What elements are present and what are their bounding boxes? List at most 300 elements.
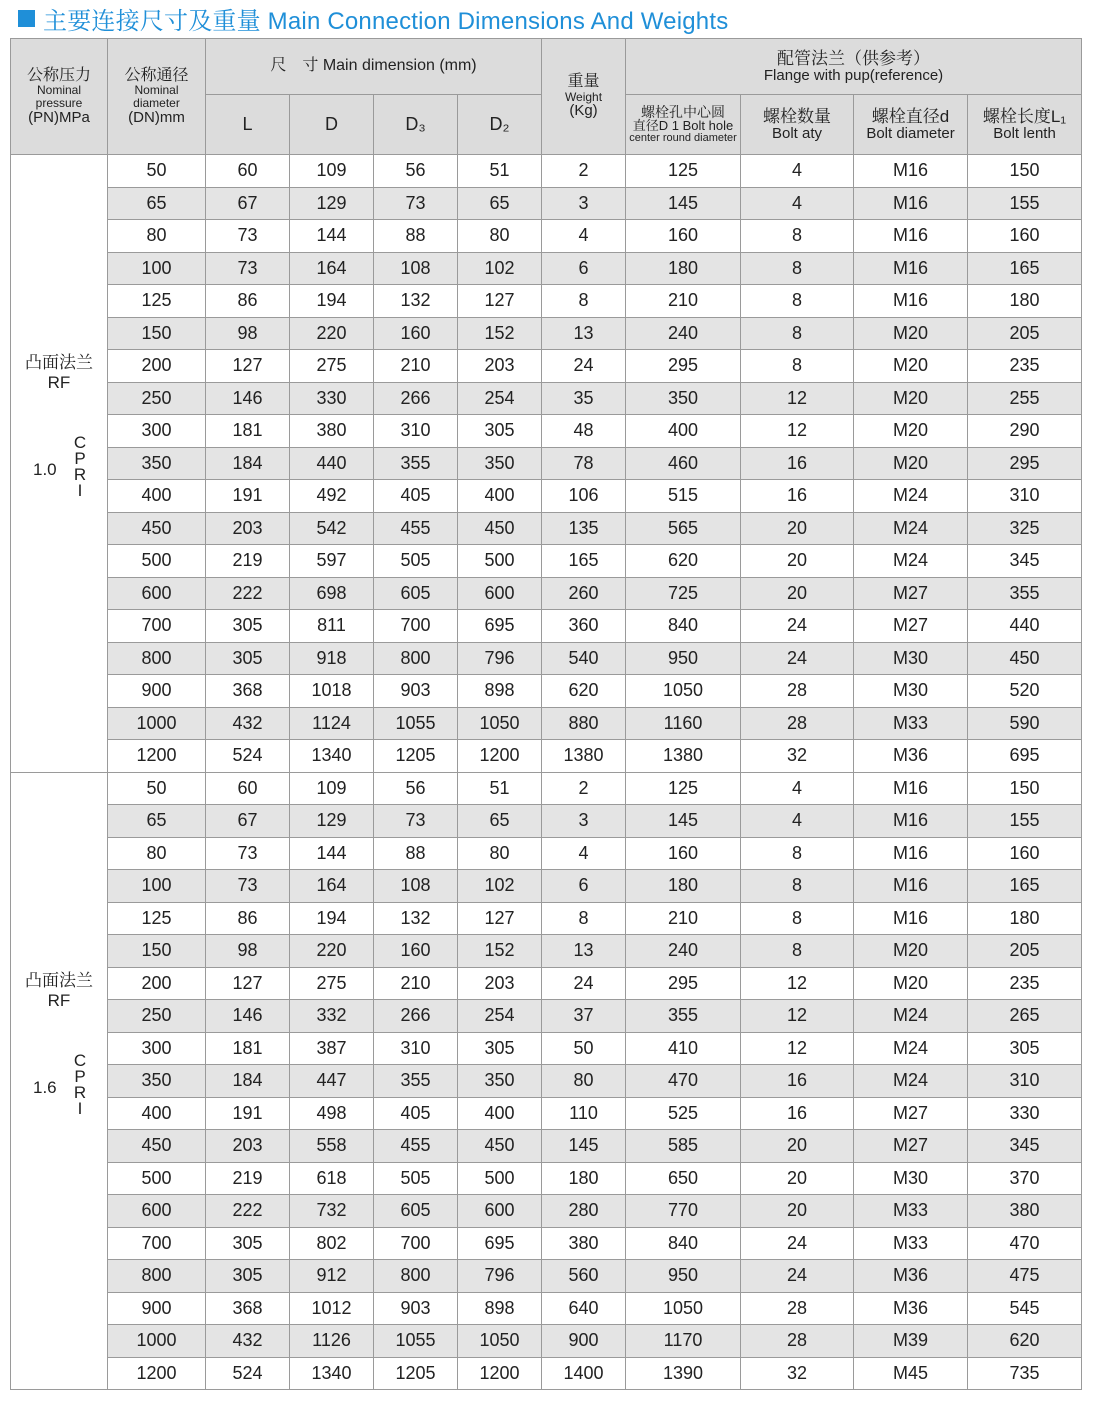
cell-D3: 1055 <box>374 707 458 740</box>
header-bolt-length <box>968 95 1082 155</box>
table-row <box>11 1065 1082 1098</box>
cell-weight: 8 <box>542 902 626 935</box>
cell-bolt-length: 235 <box>968 967 1082 1000</box>
cell-L: 203 <box>206 512 290 545</box>
cell-weight: 4 <box>542 220 626 253</box>
cell-L: 191 <box>206 1097 290 1130</box>
header-bolt-diameter-en: Bolt diameter <box>866 124 955 142</box>
table-row <box>11 252 1082 285</box>
cell-bolt-length: 325 <box>968 512 1082 545</box>
cell-D3: 56 <box>374 155 458 188</box>
cell-bolt-qty: 12 <box>741 1032 854 1065</box>
cell-weight: 180 <box>542 1162 626 1195</box>
header-flange-en: Flange with pup(reference) <box>763 66 944 84</box>
header-bolt-hole-cn1: 螺栓孔中心圆 <box>641 103 726 120</box>
cell-D3: 73 <box>374 187 458 220</box>
table-row <box>11 902 1082 935</box>
cell-D2: 898 <box>458 675 542 708</box>
cell-bolt-hole: 1390 <box>626 1357 741 1390</box>
cell-D3: 210 <box>374 350 458 383</box>
cell-bolt-length: 620 <box>968 1325 1082 1358</box>
table-row <box>11 740 1082 773</box>
table-row <box>11 1260 1082 1293</box>
header-flange-cn: 配管法兰（供参考） <box>777 48 931 68</box>
cell-bolt-length: 295 <box>968 447 1082 480</box>
header-pn-en1: Nominal <box>36 83 81 98</box>
cell-bolt-diameter: M16 <box>854 285 968 318</box>
cell-bolt-diameter: M20 <box>854 382 968 415</box>
pressure-unit <box>73 435 87 499</box>
header-bolt-diameter <box>854 95 968 155</box>
header-dn-unit: (DN)mm <box>128 108 185 126</box>
header-weight-en: Weight <box>564 89 603 104</box>
cell-dn: 900 <box>108 1292 206 1325</box>
table-row <box>11 707 1082 740</box>
cell-D2: 203 <box>458 967 542 1000</box>
cell-weight: 560 <box>542 1260 626 1293</box>
cell-weight: 135 <box>542 512 626 545</box>
cell-dn: 1000 <box>108 707 206 740</box>
cell-bolt-diameter: M27 <box>854 577 968 610</box>
header-weight-cn: 重量 <box>567 72 600 90</box>
header-bolt-diameter-cn: 螺栓直径d <box>871 106 950 126</box>
cell-weight: 880 <box>542 707 626 740</box>
cell-weight: 900 <box>542 1325 626 1358</box>
cell-bolt-length: 165 <box>968 870 1082 903</box>
cell-D2: 898 <box>458 1292 542 1325</box>
cell-dn: 600 <box>108 577 206 610</box>
cell-D: 802 <box>290 1227 374 1260</box>
cell-D3: 132 <box>374 285 458 318</box>
cell-bolt-diameter: M33 <box>854 1227 968 1260</box>
cell-D2: 80 <box>458 220 542 253</box>
cell-D2: 400 <box>458 1097 542 1130</box>
table-row <box>11 1130 1082 1163</box>
table-row <box>11 610 1082 643</box>
table-row <box>11 220 1082 253</box>
cell-bolt-diameter: M27 <box>854 1130 968 1163</box>
cell-bolt-diameter: M16 <box>854 155 968 188</box>
header-dn-en1: Nominal <box>134 83 179 98</box>
table-row <box>11 1325 1082 1358</box>
cell-D2: 1050 <box>458 1325 542 1358</box>
cell-D2: 1200 <box>458 1357 542 1390</box>
cell-weight: 3 <box>542 805 626 838</box>
cell-bolt-qty: 12 <box>741 1000 854 1033</box>
table-row <box>11 512 1082 545</box>
cell-D2: 1050 <box>458 707 542 740</box>
cell-D: 912 <box>290 1260 374 1293</box>
header-dn-en2: diameter <box>133 96 180 111</box>
pressure-unit-letter: C <box>73 433 87 453</box>
cell-bolt-hole: 725 <box>626 577 741 610</box>
cell-D2: 350 <box>458 447 542 480</box>
cell-weight: 280 <box>542 1195 626 1228</box>
cell-bolt-hole: 295 <box>626 967 741 1000</box>
header-flange <box>626 39 1082 95</box>
cell-bolt-hole: 210 <box>626 285 741 318</box>
cell-bolt-qty: 16 <box>741 480 854 513</box>
cell-bolt-diameter: M36 <box>854 1292 968 1325</box>
cell-weight: 1400 <box>542 1357 626 1390</box>
header-dn-cn: 公称通径 <box>124 66 189 84</box>
cell-D: 498 <box>290 1097 374 1130</box>
cell-bolt-qty: 20 <box>741 577 854 610</box>
cell-bolt-length: 470 <box>968 1227 1082 1260</box>
cell-bolt-qty: 8 <box>741 350 854 383</box>
cell-bolt-qty: 8 <box>741 870 854 903</box>
cell-L: 222 <box>206 577 290 610</box>
cell-L: 191 <box>206 480 290 513</box>
cell-D2: 127 <box>458 902 542 935</box>
cell-bolt-hole: 210 <box>626 902 741 935</box>
pressure-unit-letter: P <box>74 1066 86 1086</box>
cell-L: 86 <box>206 902 290 935</box>
cell-L: 432 <box>206 707 290 740</box>
cell-bolt-diameter: M33 <box>854 1195 968 1228</box>
cell-D: 1340 <box>290 740 374 773</box>
header-pn-cn: 公称压力 <box>26 66 91 84</box>
cell-D: 1012 <box>290 1292 374 1325</box>
cell-bolt-length: 255 <box>968 382 1082 415</box>
cell-bolt-qty: 12 <box>741 415 854 448</box>
cell-bolt-diameter: M24 <box>854 1065 968 1098</box>
cell-D3: 355 <box>374 447 458 480</box>
table-row <box>11 642 1082 675</box>
table-row <box>11 382 1082 415</box>
cell-L: 127 <box>206 967 290 1000</box>
cell-D2: 450 <box>458 512 542 545</box>
cell-D2: 500 <box>458 545 542 578</box>
cell-D3: 88 <box>374 220 458 253</box>
cell-D2: 254 <box>458 1000 542 1033</box>
cell-D3: 210 <box>374 967 458 1000</box>
cell-bolt-qty: 24 <box>741 1227 854 1260</box>
cell-dn: 350 <box>108 447 206 480</box>
cell-bolt-hole: 240 <box>626 935 741 968</box>
cell-bolt-hole: 350 <box>626 382 741 415</box>
cell-weight: 1380 <box>542 740 626 773</box>
cell-bolt-diameter: M33 <box>854 707 968 740</box>
cell-bolt-qty: 20 <box>741 545 854 578</box>
cell-bolt-hole: 180 <box>626 252 741 285</box>
cell-bolt-qty: 8 <box>741 837 854 870</box>
face-type-cn: 凸面法兰 <box>25 353 93 373</box>
cell-L: 524 <box>206 740 290 773</box>
cell-D: 129 <box>290 187 374 220</box>
header-bolt-hole-en: center round diameter <box>629 131 737 144</box>
cell-D3: 800 <box>374 1260 458 1293</box>
pressure-group <box>11 971 107 1191</box>
cell-bolt-hole: 145 <box>626 805 741 838</box>
table-row <box>11 480 1082 513</box>
cell-D: 597 <box>290 545 374 578</box>
cell-dn: 100 <box>108 870 206 903</box>
cell-bolt-hole: 840 <box>626 1227 741 1260</box>
cell-dn: 250 <box>108 382 206 415</box>
cell-D3: 1055 <box>374 1325 458 1358</box>
cell-L: 98 <box>206 317 290 350</box>
cell-D: 492 <box>290 480 374 513</box>
cell-weight: 24 <box>542 350 626 383</box>
cell-bolt-length: 520 <box>968 675 1082 708</box>
cell-dn: 80 <box>108 837 206 870</box>
cell-bolt-diameter: M24 <box>854 1032 968 1065</box>
cell-D: 164 <box>290 870 374 903</box>
cell-D2: 695 <box>458 1227 542 1260</box>
cell-bolt-length: 545 <box>968 1292 1082 1325</box>
cell-bolt-length: 160 <box>968 220 1082 253</box>
cell-bolt-diameter: M16 <box>854 187 968 220</box>
cell-dn: 1200 <box>108 740 206 773</box>
cell-bolt-hole: 1160 <box>626 707 741 740</box>
header-main-dimension: 尺 寸 Main dimension (mm) <box>206 39 542 95</box>
cell-D2: 102 <box>458 870 542 903</box>
cell-D2: 1200 <box>458 740 542 773</box>
cell-dn: 700 <box>108 610 206 643</box>
header-bolt-qty <box>741 95 854 155</box>
cell-D2: 695 <box>458 610 542 643</box>
cell-bolt-diameter: M39 <box>854 1325 968 1358</box>
cell-bolt-hole: 1380 <box>626 740 741 773</box>
table-row <box>11 1097 1082 1130</box>
cell-L: 219 <box>206 1162 290 1195</box>
cell-dn: 65 <box>108 187 206 220</box>
cell-D: 194 <box>290 285 374 318</box>
cell-bolt-length: 160 <box>968 837 1082 870</box>
face-type-en: RF <box>47 990 71 1010</box>
table-row <box>11 772 1082 805</box>
cell-bolt-length: 440 <box>968 610 1082 643</box>
cell-bolt-qty: 32 <box>741 740 854 773</box>
cell-dn: 300 <box>108 1032 206 1065</box>
table-row <box>11 350 1082 383</box>
cell-D: 447 <box>290 1065 374 1098</box>
cell-L: 184 <box>206 447 290 480</box>
cell-weight: 106 <box>542 480 626 513</box>
table-row <box>11 837 1082 870</box>
pressure-unit-letter: R <box>73 465 87 485</box>
cell-L: 146 <box>206 1000 290 1033</box>
cell-bolt-length: 205 <box>968 935 1082 968</box>
cell-dn: 125 <box>108 902 206 935</box>
cell-weight: 260 <box>542 577 626 610</box>
header-pn-unit: (PN)MPa <box>28 108 90 126</box>
cell-bolt-hole: 160 <box>626 220 741 253</box>
cell-bolt-qty: 4 <box>741 805 854 838</box>
cell-L: 60 <box>206 155 290 188</box>
cell-dn: 450 <box>108 512 206 545</box>
cell-D: 1124 <box>290 707 374 740</box>
cell-bolt-qty: 28 <box>741 675 854 708</box>
cell-D3: 800 <box>374 642 458 675</box>
cell-D: 109 <box>290 772 374 805</box>
cell-D3: 1205 <box>374 1357 458 1390</box>
cell-dn: 200 <box>108 350 206 383</box>
cell-bolt-diameter: M16 <box>854 837 968 870</box>
cell-dn: 250 <box>108 1000 206 1033</box>
cell-bolt-diameter: M20 <box>854 350 968 383</box>
cell-bolt-qty: 8 <box>741 252 854 285</box>
cell-dn: 65 <box>108 805 206 838</box>
cell-L: 67 <box>206 187 290 220</box>
cell-D3: 132 <box>374 902 458 935</box>
cell-D3: 310 <box>374 1032 458 1065</box>
cell-L: 98 <box>206 935 290 968</box>
cell-weight: 8 <box>542 285 626 318</box>
cell-weight: 6 <box>542 870 626 903</box>
cell-D: 194 <box>290 902 374 935</box>
cell-dn: 400 <box>108 1097 206 1130</box>
cell-L: 305 <box>206 642 290 675</box>
cell-L: 432 <box>206 1325 290 1358</box>
cell-D2: 796 <box>458 642 542 675</box>
cell-dn: 600 <box>108 1195 206 1228</box>
cell-bolt-qty: 24 <box>741 642 854 675</box>
cell-L: 146 <box>206 382 290 415</box>
cell-bolt-diameter: M16 <box>854 805 968 838</box>
cell-bolt-hole: 1050 <box>626 675 741 708</box>
table-row <box>11 967 1082 1000</box>
cell-bolt-length: 180 <box>968 902 1082 935</box>
cell-L: 524 <box>206 1357 290 1390</box>
cell-L: 181 <box>206 1032 290 1065</box>
cell-bolt-diameter: M16 <box>854 220 968 253</box>
cell-bolt-length: 150 <box>968 772 1082 805</box>
cell-D2: 350 <box>458 1065 542 1098</box>
cell-bolt-diameter: M20 <box>854 317 968 350</box>
cell-bolt-hole: 950 <box>626 642 741 675</box>
cell-bolt-length: 450 <box>968 642 1082 675</box>
cell-bolt-qty: 8 <box>741 935 854 968</box>
cell-dn: 100 <box>108 252 206 285</box>
cell-D: 387 <box>290 1032 374 1065</box>
cell-L: 219 <box>206 545 290 578</box>
cell-bolt-diameter: M20 <box>854 935 968 968</box>
cell-bolt-length: 180 <box>968 285 1082 318</box>
cell-D3: 355 <box>374 1065 458 1098</box>
cell-D: 618 <box>290 1162 374 1195</box>
face-type-cn: 凸面法兰 <box>25 970 93 990</box>
header-bolt-length-cn: 螺栓长度L₁ <box>982 106 1067 126</box>
cell-weight: 13 <box>542 317 626 350</box>
cell-D: 144 <box>290 220 374 253</box>
table-row <box>11 1000 1082 1033</box>
pressure-value: 1.6 <box>33 1077 57 1097</box>
table-row <box>11 545 1082 578</box>
cell-dn: 50 <box>108 155 206 188</box>
cell-D: 698 <box>290 577 374 610</box>
cell-bolt-hole: 125 <box>626 772 741 805</box>
cell-D3: 108 <box>374 252 458 285</box>
cell-D: 164 <box>290 252 374 285</box>
cell-dn: 150 <box>108 935 206 968</box>
header-pn-en2: pressure <box>35 96 83 111</box>
cell-dn: 700 <box>108 1227 206 1260</box>
header-bolt-hole-cn2: 直径D 1 Bolt hole <box>632 118 734 134</box>
cell-D: 144 <box>290 837 374 870</box>
cell-L: 222 <box>206 1195 290 1228</box>
cell-dn: 900 <box>108 675 206 708</box>
cell-D3: 56 <box>374 772 458 805</box>
pressure-value: 1.0 <box>33 460 57 480</box>
cell-bolt-diameter: M30 <box>854 675 968 708</box>
table-header <box>11 39 1082 155</box>
cell-weight: 3 <box>542 187 626 220</box>
table-row <box>11 577 1082 610</box>
cell-bolt-qty: 4 <box>741 155 854 188</box>
cell-D3: 160 <box>374 935 458 968</box>
cell-bolt-diameter: M20 <box>854 415 968 448</box>
cell-weight: 24 <box>542 967 626 1000</box>
cell-D3: 73 <box>374 805 458 838</box>
header-col-D: D <box>290 95 374 155</box>
cell-D3: 455 <box>374 1130 458 1163</box>
cell-D: 380 <box>290 415 374 448</box>
cell-D: 918 <box>290 642 374 675</box>
cell-bolt-hole: 650 <box>626 1162 741 1195</box>
cell-bolt-length: 310 <box>968 480 1082 513</box>
page-heading <box>18 4 729 35</box>
cell-bolt-diameter: M36 <box>854 740 968 773</box>
table-row <box>11 285 1082 318</box>
cell-bolt-diameter: M24 <box>854 545 968 578</box>
cell-D3: 266 <box>374 382 458 415</box>
cell-bolt-hole: 460 <box>626 447 741 480</box>
cell-bolt-hole: 125 <box>626 155 741 188</box>
cell-D3: 605 <box>374 1195 458 1228</box>
cell-D: 332 <box>290 1000 374 1033</box>
cell-bolt-hole: 400 <box>626 415 741 448</box>
cell-bolt-hole: 1170 <box>626 1325 741 1358</box>
cell-L: 181 <box>206 415 290 448</box>
cell-D: 440 <box>290 447 374 480</box>
cell-bolt-hole: 515 <box>626 480 741 513</box>
cell-D: 129 <box>290 805 374 838</box>
cell-D: 220 <box>290 935 374 968</box>
cell-bolt-diameter: M16 <box>854 902 968 935</box>
cell-bolt-length: 735 <box>968 1357 1082 1390</box>
cell-dn: 800 <box>108 1260 206 1293</box>
cell-dn: 125 <box>108 285 206 318</box>
pressure-unit-letter: I <box>77 481 83 501</box>
cell-D: 542 <box>290 512 374 545</box>
cell-bolt-qty: 16 <box>741 447 854 480</box>
table-body <box>11 155 1082 1390</box>
cell-bolt-length: 235 <box>968 350 1082 383</box>
cell-bolt-qty: 20 <box>741 1162 854 1195</box>
cell-D: 1340 <box>290 1357 374 1390</box>
cell-bolt-diameter: M16 <box>854 772 968 805</box>
header-bolt-hole <box>626 95 741 155</box>
cell-bolt-diameter: M30 <box>854 642 968 675</box>
cell-bolt-qty: 24 <box>741 610 854 643</box>
table-row <box>11 447 1082 480</box>
cell-bolt-hole: 950 <box>626 1260 741 1293</box>
cell-dn: 400 <box>108 480 206 513</box>
cell-D2: 80 <box>458 837 542 870</box>
cell-dn: 300 <box>108 415 206 448</box>
heading-text: 主要连接尺寸及重量 Main Connection Dimensions And Weights <box>43 7 729 35</box>
cell-D: 275 <box>290 350 374 383</box>
cell-L: 73 <box>206 837 290 870</box>
cell-weight: 50 <box>542 1032 626 1065</box>
cell-bolt-diameter: M27 <box>854 610 968 643</box>
cell-bolt-length: 475 <box>968 1260 1082 1293</box>
cell-bolt-hole: 565 <box>626 512 741 545</box>
pressure-unit-letter: R <box>73 1082 87 1102</box>
cell-weight: 145 <box>542 1130 626 1163</box>
